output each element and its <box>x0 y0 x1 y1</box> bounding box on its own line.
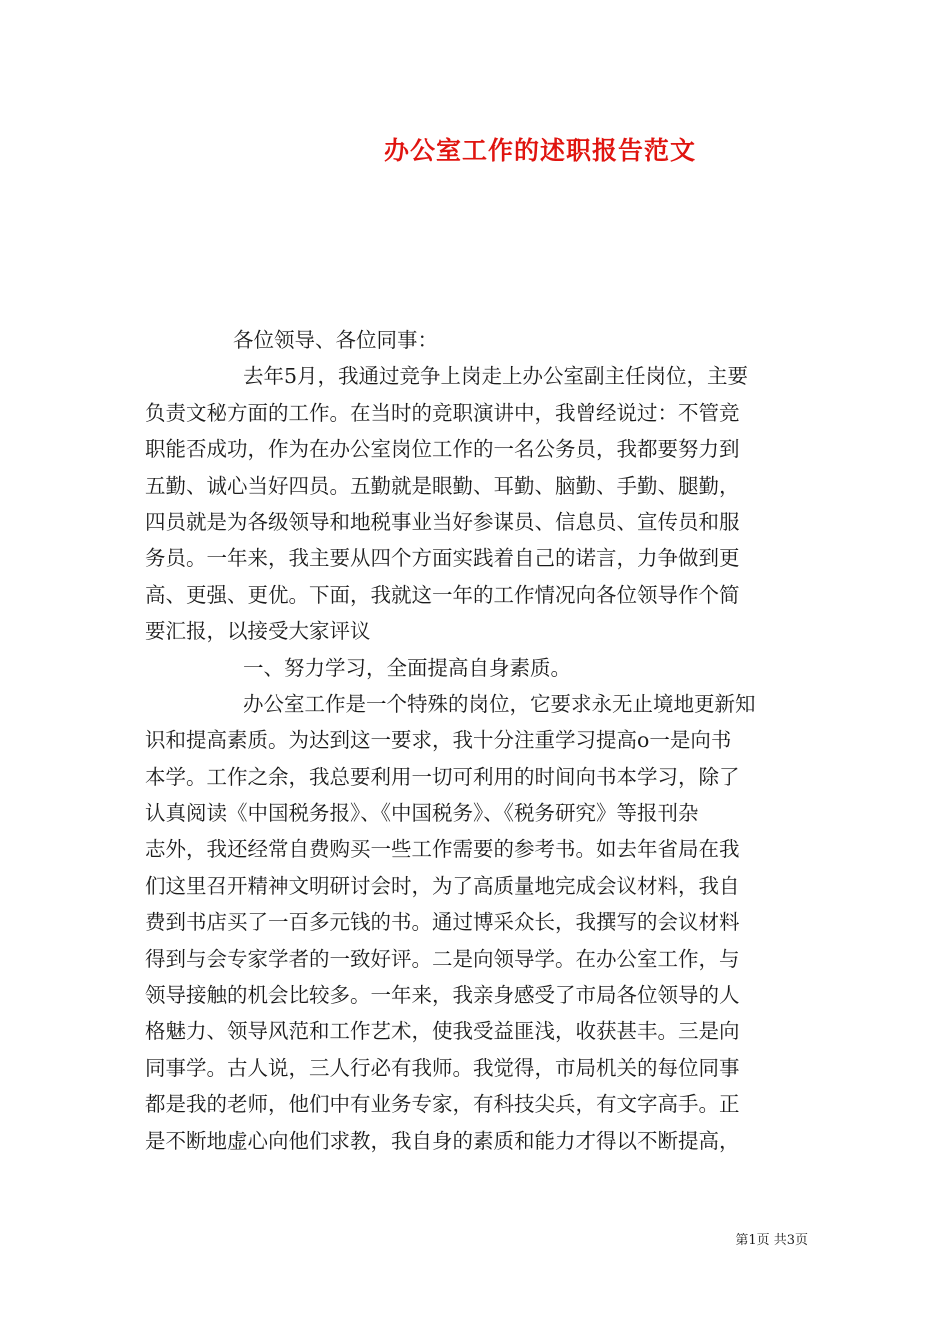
paragraph-line: 领导接触的机会比较多。一年来，我亲身感受了市局各位领导的人 <box>145 983 740 1008</box>
paragraph-line: 去年5月，我通过竞争上岗走上办公室副主任岗位，主要 <box>243 364 749 389</box>
paragraph-line: 们这里召开精神文明研讨会时，为了高质量地完成会议材料，我自 <box>145 873 740 898</box>
document-body <box>145 322 811 1159</box>
paragraph-line: 同事学。古人说，三人行必有我师。我觉得，市局机关的每位同事 <box>145 1055 740 1080</box>
paragraph-line: 费到书店买了一百多元钱的书。通过博采众长，我撰写的会议材料 <box>145 910 740 935</box>
paragraph-line: 认真阅读《中国税务报》、《中国税务》、《税务研究》等报刊杂 <box>145 801 699 826</box>
paragraph-line: 是不断地虚心向他们求教，我自身的素质和能力才得以不断提高， <box>145 1128 740 1153</box>
paragraph-line: 务员。一年来，我主要从四个方面实践着自己的诺言，力争做到更 <box>145 546 740 571</box>
paragraph-line: 志外，我还经常自费购买一些工作需要的参考书。如去年省局在我 <box>145 837 740 862</box>
section-heading: 一、努力学习，全面提高自身素质。 <box>243 655 571 680</box>
paragraph-line: 格魅力、领导风范和工作艺术，使我受益匪浅，收获甚丰。三是向 <box>145 1019 740 1044</box>
paragraph-line: 办公室工作是一个特殊的岗位，它要求永无止境地更新知 <box>243 691 756 716</box>
paragraph-line: 负责文秘方面的工作。在当时的竞职演讲中，我曾经说过：不管竞 <box>145 400 740 425</box>
paragraph-line: 识和提高素质。为达到这一要求，我十分注重学习提高ο一是向书 <box>145 728 732 753</box>
salutation-line: 各位领导、各位同事： <box>233 328 438 352</box>
paragraph-line: 都是我的老师，他们中有业务专家，有科技尖兵，有文字高手。正 <box>145 1092 740 1117</box>
paragraph-line: 四员就是为各级领导和地税事业当好参谋员、信息员、宣传员和服 <box>145 509 740 534</box>
document-title: 办公室工作的述职报告范文 <box>383 136 696 165</box>
paragraph-line: 本学。工作之余，我总要利用一切可利用的时间向书本学习，除了 <box>145 764 740 789</box>
paragraph-line: 五勤、诚心当好四员。五勤就是眼勤、耳勤、脑勤、手勤、腿勤， <box>145 473 740 498</box>
paragraph-line: 高、更强、更优。下面，我就这一年的工作情况向各位领导作个简 <box>145 582 740 607</box>
page-number-footer: 第1页 共3页 <box>735 1233 808 1248</box>
paragraph-line: 要汇报，以接受大家评议 <box>145 619 371 644</box>
paragraph-line: 职能否成功，作为在办公室岗位工作的一名公务员，我都要努力到 <box>145 437 740 462</box>
paragraph-line: 得到与会专家学者的一致好评。二是向领导学。在办公室工作，与 <box>145 946 740 971</box>
